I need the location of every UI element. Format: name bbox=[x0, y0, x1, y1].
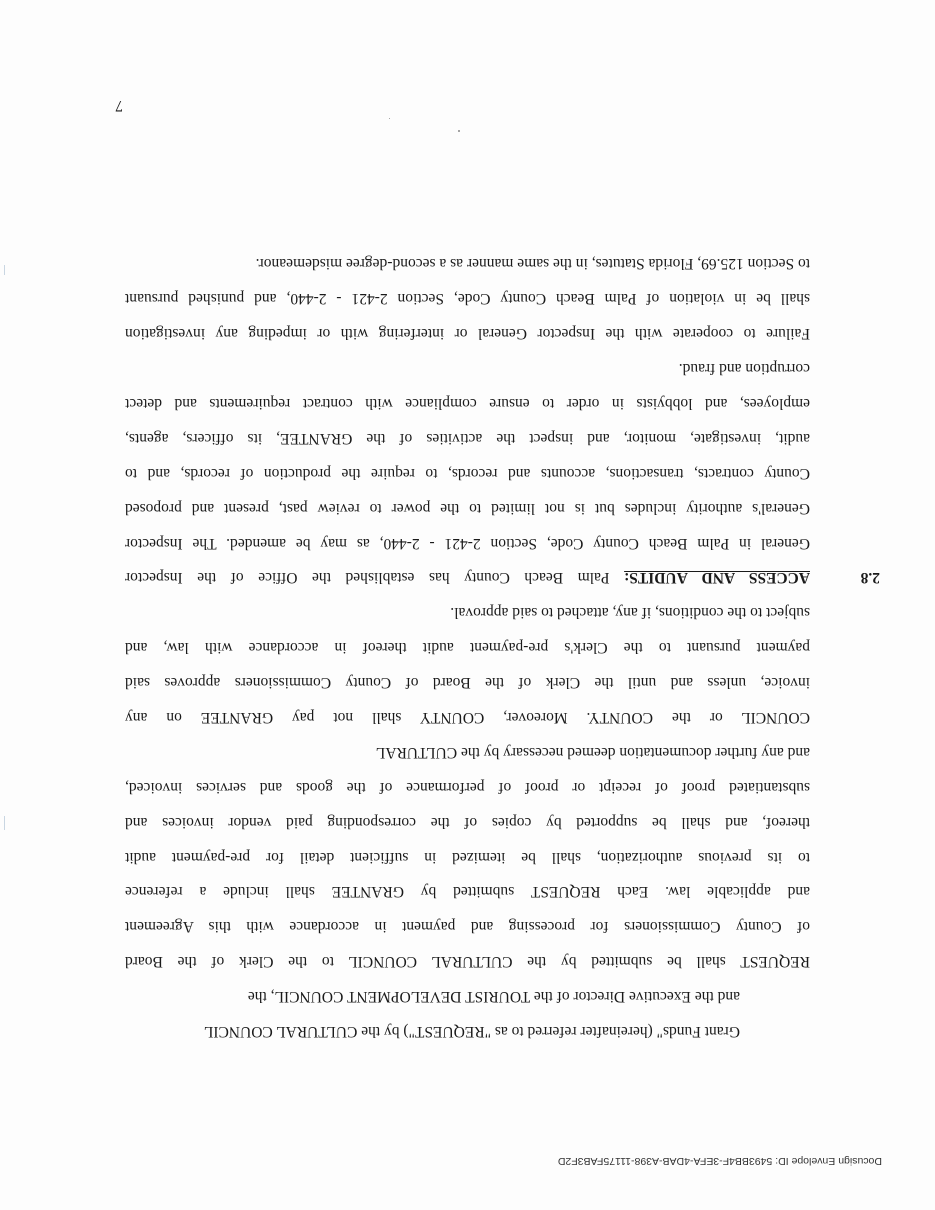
text-line: payment pursuant to the Clerk's pre-payment audit thereof in accordance with law, and bbox=[125, 639, 810, 657]
text-line: to Section 125.69, Florida Statutes, in the same manner as a second-degree misdemeanor. bbox=[255, 255, 810, 273]
text-line: General in Palm Beach County Code, Section 2-421 - 2-440, as may be amended. The Inspector bbox=[125, 534, 810, 552]
section-title: ACCESS AND AUDITS: bbox=[624, 569, 810, 587]
text-line: audit, investigate, monitor, and inspect the activities of the GRANTEE, its officers, agents, bbox=[125, 429, 810, 447]
scan-speck bbox=[389, 118, 390, 119]
text-line: invoice, unless and until the Clerk of the Board of County Commissioners approves said bbox=[125, 674, 810, 692]
body-text bbox=[124, 246, 880, 1048]
text-line: of County Commissioners for processing and payment in accordance with this Agreement bbox=[125, 918, 810, 936]
section-number: 2.8 bbox=[860, 569, 880, 587]
text-line: shall be in violation of Palm Beach County Code, Section 2-421 - 2-440, and punished pursuant bbox=[125, 290, 810, 308]
scan-edge-mark bbox=[4, 816, 5, 830]
docusign-envelope-id: Docusign Envelope ID: 5493BB4F-3EFA-4DAB-A398-11175FAB3F2D bbox=[557, 1155, 882, 1167]
text-line: subject to the conditions, if any, attached to said approval. bbox=[450, 604, 810, 622]
text-line: and the Executive Director of the TOURIST DEVELOPMENT COUNCIL, the bbox=[247, 988, 740, 1006]
text-line: and applicable law. Each REQUEST submitted by GRANTEE shall include a reference bbox=[125, 883, 810, 901]
section-first-line-text: Palm Beach County has established the Office of the Inspector bbox=[124, 569, 610, 587]
text-line: corruption and fraud. bbox=[678, 360, 810, 378]
page-number: 7 bbox=[115, 97, 123, 114]
text-line: employees, and lobbyists in order to ensure compliance with contract requirements and detect bbox=[125, 394, 810, 412]
text-line: COUNCIL or the COUNTY. Moreover, COUNTY shall not pay GRANTEE on any bbox=[125, 708, 810, 726]
text-line: to its previous authorization, shall be itemized in sufficient detail for pre-payment audit bbox=[125, 848, 810, 866]
scan-speck bbox=[458, 130, 460, 132]
text-line: Failure to cooperate with the Inspector General or interfering with or impeding any investigation bbox=[125, 325, 810, 343]
text-line: REQUEST shall be submitted by the CULTURAL COUNCIL to the Clerk of the Board bbox=[125, 953, 810, 971]
scan-edge-mark bbox=[4, 265, 5, 275]
text-line: General's authority includes but is not limited to the power to review past, present and proposed bbox=[125, 499, 810, 517]
section-heading-line bbox=[124, 560, 880, 595]
text-line: and any further documentation deemed necessary by the CULTURAL bbox=[375, 743, 810, 761]
text-line: thereof, and shall be supported by copies of the corresponding paid vendor invoices and bbox=[125, 813, 810, 831]
text-line: substantiated proof of receipt or proof of performance of the goods and services invoiced, bbox=[125, 778, 810, 796]
text-line: County contracts, transactions, accounts and records, to require the production of records, and to bbox=[125, 464, 810, 482]
text-line: Grant Funds" (hereinafter referred to as "REQUEST") by the CULTURAL COUNCIL bbox=[203, 1023, 740, 1040]
